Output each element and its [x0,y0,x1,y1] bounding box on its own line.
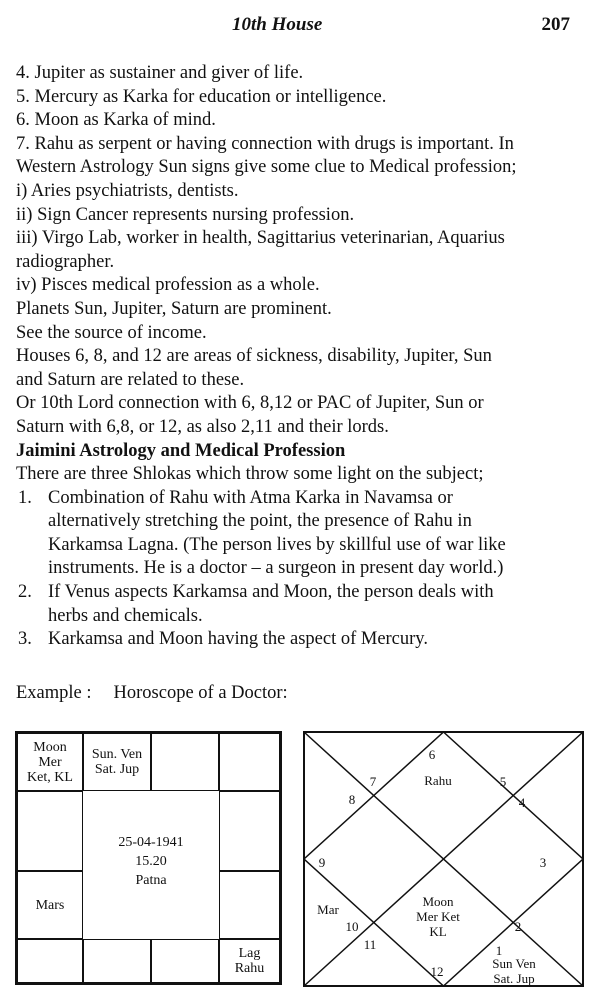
body-text [16,62,576,652]
chart-cell-left-2 [17,871,83,939]
planet-label: Mer [38,754,62,770]
chart-cell-right-1 [219,791,280,871]
planet-label: Lag [238,946,261,961]
item-number: 2. [18,582,32,603]
text-line: iv) Pisces medical profession as a whole. [16,275,320,296]
house-number: 4 [518,795,526,810]
item-line: Combination of Rahu with Atma Karka in Navamsa or [48,487,453,508]
chart-cell-top-right [219,733,280,791]
planet-label: Sun Ven [492,956,536,971]
item-line: alternatively stretching the point, the presence of Rahu in [48,511,472,532]
north-indian-chart [303,731,584,987]
text-line: Western Astrology Sun signs give some clue to Medical profession; [16,157,517,178]
chart-cell-bottom-2 [83,939,151,983]
planet-label: Moon [33,739,67,755]
birth-place: Patna [135,873,167,888]
house-number: 5 [499,774,507,789]
numbered-item-1 [16,487,576,581]
item-number: 1. [18,487,32,508]
text-line: See the source of income. [16,322,207,343]
text-line: radiographer. [16,251,115,272]
text-line: and Saturn are related to these. [16,369,245,390]
birth-date: 25-04-1941 [118,835,184,850]
planet-label: Ket, KL [27,769,73,785]
item-line: herbs and chemicals. [48,605,203,626]
text-line: Planets Sun, Jupiter, Saturn are prominent. [16,298,332,319]
chart-cell-top-2 [83,733,151,791]
intro-line: There are three Shlokas which throw some light on the subject; [16,464,484,485]
house-number: 8 [348,792,356,807]
chart-cell-right-2 [219,871,280,939]
numbered-item-3 [16,628,576,652]
house-number: 1 [495,943,503,958]
house-number: 11 [363,937,377,952]
planet-label: Mars [35,897,65,913]
planet-label: Mar [317,902,339,917]
example-text: Horoscope of a Doctor: [113,683,288,703]
planet-label: Sat. Jup [493,971,535,986]
house-number: 12 [430,964,444,979]
text-line: 5. Mercury as Karka for education or intelligence. [16,86,387,107]
south-indian-chart [15,731,282,985]
center-planets [403,894,473,939]
planet-label: Moon [422,894,454,909]
item-number: 3. [18,629,32,650]
page-number: 207 [541,14,570,35]
example-label: Example : [16,683,92,703]
chart-cell-top-left [17,733,83,791]
item-line: Karkamsa and Moon having the aspect of Mercury. [48,629,428,650]
text-line: 4. Jupiter as sustainer and giver of life. [16,63,304,83]
text-line: i) Aries psychiatrists, dentists. [16,180,239,201]
birth-time: 15.20 [135,854,167,869]
house-number: 6 [428,747,436,762]
text-line: iii) Virgo Lab, worker in health, Sagittarius veterinarian, Aquarius [16,228,505,249]
planet-label: Rahu [424,773,452,788]
chart-cell-left-1 [17,791,83,871]
house-number: 2 [514,919,522,934]
planet-label: Sat. Jup [94,762,140,777]
chart-cell-bottom-3 [151,939,219,983]
text-line: Saturn with 6,8, or 12, as also 2,11 and their lords. [16,416,389,437]
numbered-item-2 [16,581,576,628]
running-title: 10th House [232,14,323,35]
text-line: ii) Sign Cancer represents nursing profession. [16,204,355,225]
page-header [0,14,600,42]
house-number: 3 [539,855,547,870]
planet-label: Mer Ket [416,909,460,924]
text-line: 6. Moon as Karka of mind. [16,110,216,131]
chart-cell-bottom-left [17,939,83,983]
chart-cell-bottom-right [219,939,280,983]
planet-label: Rahu [234,961,265,976]
chart-center-details [83,833,219,890]
planet-label: Sun. Ven [91,747,143,762]
text-line: Or 10th Lord connection with 6, 8,12 or PAC of Jupiter, Sun or [16,393,484,414]
text-line: Houses 6, 8, and 12 are areas of sickness, disability, Jupiter, Sun [16,346,492,367]
planet-label: KL [429,924,447,939]
text-line: 7. Rahu as serpent or having connection with drugs is important. In [16,133,514,154]
bottom-planets [479,956,549,986]
example-caption [16,683,288,704]
house-number: 9 [318,855,326,870]
chart-cell-top-3 [151,733,219,791]
item-line: If Venus aspects Karkamsa and Moon, the person deals with [48,582,494,603]
item-line: instruments. He is a doctor – a surgeon in present day world.) [48,558,504,579]
house-number: 10 [345,919,359,934]
item-line: Karkamsa Lagna. (The person lives by skillful use of war like [48,534,506,555]
section-heading: Jaimini Astrology and Medical Profession [16,440,346,461]
house-number: 7 [369,774,377,789]
